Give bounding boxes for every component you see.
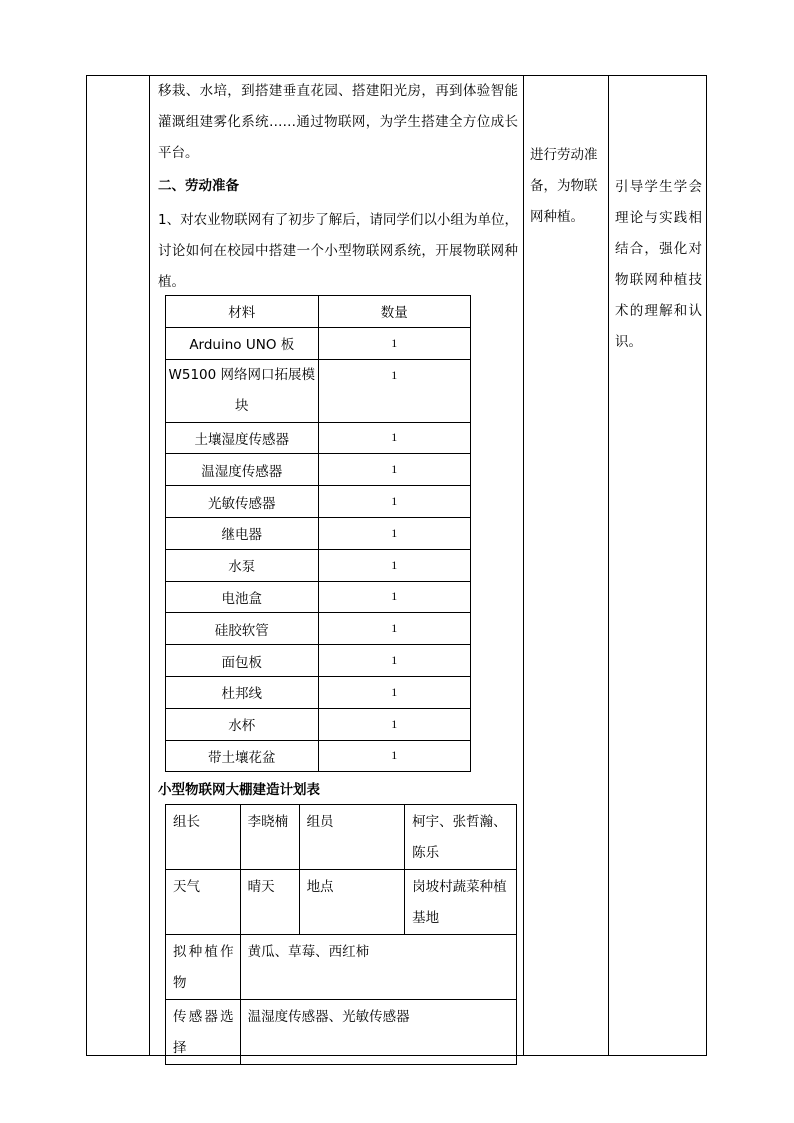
plan-row-team xyxy=(166,805,517,870)
material-qty: 1 xyxy=(318,359,470,422)
table-row xyxy=(166,486,471,518)
plan-row-site xyxy=(166,870,517,935)
column-divider-1 xyxy=(149,75,150,1056)
material-name: 光敏传感器 xyxy=(166,486,319,518)
material-qty: 1 xyxy=(318,676,470,708)
material-qty: 1 xyxy=(318,517,470,549)
material-name: 硅胶软管 xyxy=(166,613,319,645)
table-row xyxy=(166,517,471,549)
material-qty: 1 xyxy=(318,422,470,454)
members-label: 组员 xyxy=(299,805,405,870)
table-row xyxy=(166,549,471,581)
materials-header-qty: 数量 xyxy=(318,296,470,328)
design-intent-text: 引导学生学会理论与实践相结合，强化对物联网种植技术的理解和认识。 xyxy=(615,179,702,350)
material-name: Arduino UNO 板 xyxy=(166,327,319,359)
material-qty: 1 xyxy=(318,613,470,645)
material-qty: 1 xyxy=(318,327,470,359)
sensors-label: 传感器选择 xyxy=(166,1000,241,1065)
material-qty: 1 xyxy=(318,454,470,486)
intro-paragraph: 移栽、水培，到搭建垂直花园、搭建阳光房，再到体验智能灌溉组建雾化系统……通过物联网，为学生搭建全方位成长平台。 xyxy=(158,83,518,161)
construction-plan-table xyxy=(165,804,517,1065)
material-name: 面包板 xyxy=(166,645,319,677)
leader-value: 李晓楠 xyxy=(240,805,299,870)
plan-table-title: 小型物联网大棚建造计划表 xyxy=(158,782,320,798)
material-qty: 1 xyxy=(318,549,470,581)
plan-row-crops xyxy=(166,935,517,1000)
sensors-value: 温湿度传感器、光敏传感器 xyxy=(240,1000,516,1065)
table-row xyxy=(166,676,471,708)
material-name: 水杯 xyxy=(166,708,319,740)
table-row xyxy=(166,327,471,359)
material-name: 水泵 xyxy=(166,549,319,581)
weather-label: 天气 xyxy=(166,870,241,935)
material-qty: 1 xyxy=(318,708,470,740)
crops-value: 黄瓜、草莓、西红柿 xyxy=(240,935,516,1000)
material-qty: 1 xyxy=(318,645,470,677)
table-row xyxy=(166,740,471,772)
material-name: 土壤湿度传感器 xyxy=(166,422,319,454)
table-row xyxy=(166,708,471,740)
material-qty: 1 xyxy=(318,486,470,518)
leader-label: 组长 xyxy=(166,805,241,870)
task-paragraph: 1、对农业物联网有了初步了解后，请同学们以小组为单位，讨论如何在校园中搭建一个小型物联网系统，开展物联网种植。 xyxy=(158,212,518,290)
location-label: 地点 xyxy=(299,870,405,935)
table-row xyxy=(166,613,471,645)
student-activity-text: 进行劳动准备，为物联网种植。 xyxy=(530,147,598,225)
material-qty: 1 xyxy=(318,581,470,613)
table-row xyxy=(166,359,471,422)
table-row xyxy=(166,422,471,454)
plan-row-sensors xyxy=(166,1000,517,1065)
members-value: 柯宇、张哲瀚、陈乐 xyxy=(405,805,517,870)
table-row xyxy=(166,454,471,486)
material-name: 杜邦线 xyxy=(166,676,319,708)
column-divider-2 xyxy=(523,75,524,1056)
material-name: 带土壤花盆 xyxy=(166,740,319,772)
material-qty: 1 xyxy=(318,740,470,772)
materials-table xyxy=(165,295,471,772)
material-name: 继电器 xyxy=(166,517,319,549)
section-heading: 二、劳动准备 xyxy=(158,178,239,194)
crops-label: 拟种植作物 xyxy=(166,935,241,1000)
material-name: 电池盒 xyxy=(166,581,319,613)
materials-header-name: 材料 xyxy=(166,296,319,328)
material-name: 温湿度传感器 xyxy=(166,454,319,486)
table-row xyxy=(166,581,471,613)
table-row xyxy=(166,645,471,677)
material-name: W5100 网络网口拓展模块 xyxy=(166,359,319,422)
location-value: 岗坡村蔬菜种植基地 xyxy=(405,870,517,935)
weather-value: 晴天 xyxy=(240,870,299,935)
column-divider-3 xyxy=(608,75,609,1056)
materials-header-row xyxy=(166,296,471,328)
